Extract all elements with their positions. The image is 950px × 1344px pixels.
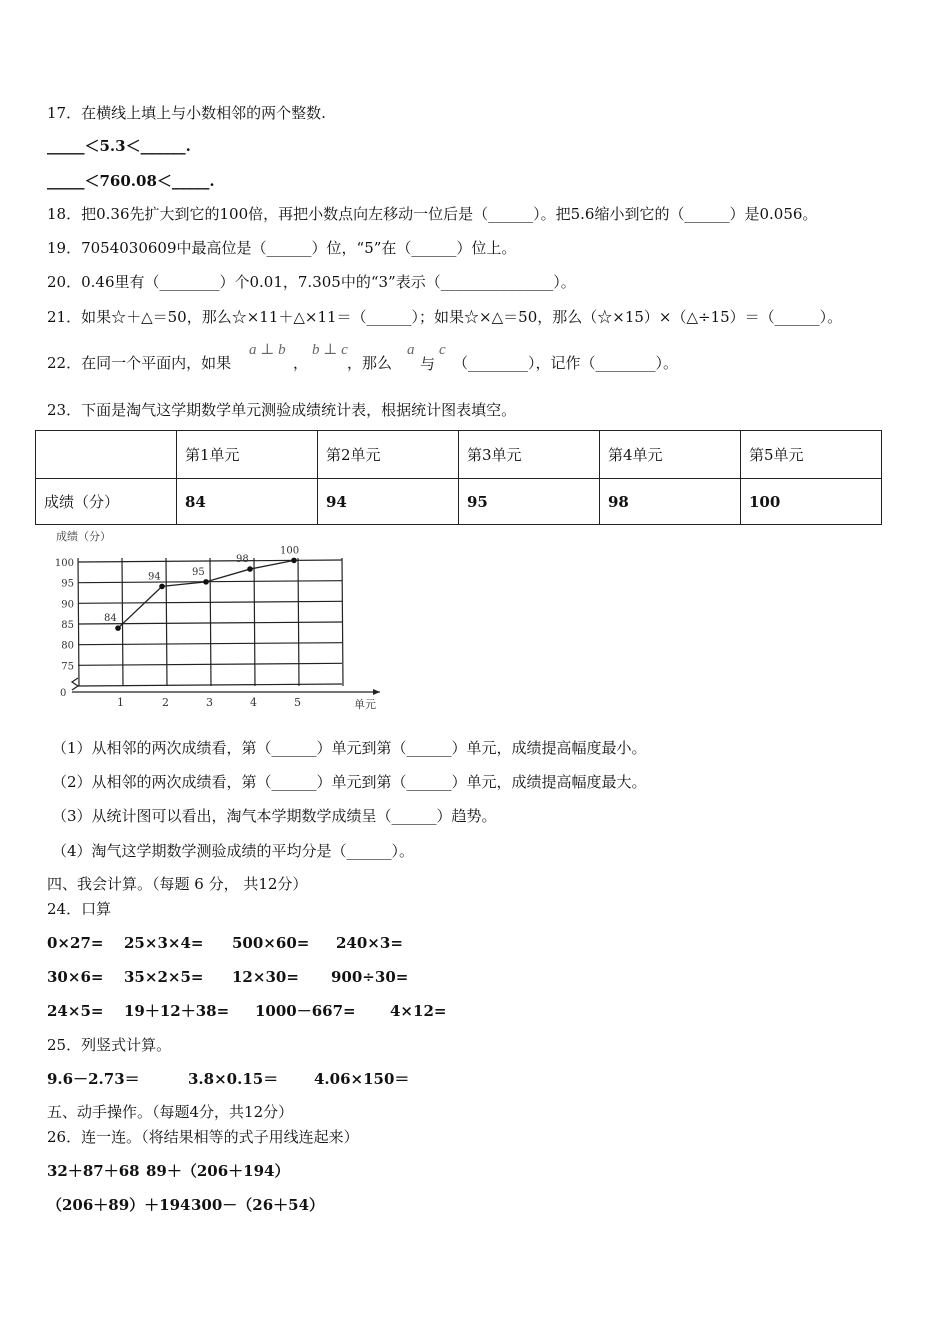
chart-gridline-v xyxy=(122,558,123,686)
score-cell: 94 xyxy=(318,479,459,525)
chart-y-tick-label: 100 xyxy=(54,558,74,569)
calc-item: 35×2×5= xyxy=(124,968,204,986)
chart-y-tick-label: 85 xyxy=(61,620,74,631)
chart-data-label: 95 xyxy=(192,566,205,578)
chart-gridline-h xyxy=(78,663,342,665)
chart-series-line xyxy=(118,560,294,628)
calc-item: 4×12= xyxy=(390,1002,447,1020)
chart-x-label: 单元 xyxy=(354,698,376,711)
q22-cond2: b ⊥ c xyxy=(312,342,348,358)
chart-data-label: 84 xyxy=(104,613,117,625)
q22-prefix: 22．在同一个平面内，如果 xyxy=(47,354,232,372)
q22-suffix: （________），记作（________）。 xyxy=(453,354,679,372)
match-item: 300－（26＋54） xyxy=(191,1196,325,1214)
score-cell: 95 xyxy=(459,479,600,525)
section4-title: 四、我会计算。（每题 6 分， 共12分） xyxy=(47,875,308,893)
chart-data-point xyxy=(115,625,121,631)
score-table-header-cell xyxy=(36,431,177,479)
chart-y-tick-label: 90 xyxy=(61,599,74,611)
q26-title: 26．连一连。（将结果相等的式子用线连起来） xyxy=(47,1128,359,1146)
chart-gridline-h xyxy=(78,643,342,645)
chart-gridline-v xyxy=(210,558,211,686)
chart-data-point xyxy=(291,558,297,564)
q21: 21．如果☆＋△＝50，那么☆×11＋△×11＝（______）；如果☆×△＝50，那么（☆×15）×（△÷15）＝（______）。 xyxy=(47,308,843,326)
score-line-chart xyxy=(38,524,398,716)
chart-y-tick-label: 75 xyxy=(61,661,74,673)
calc-item: 12×30= xyxy=(232,968,299,986)
vertical-calc-item: 3.8×0.15＝ xyxy=(188,1070,279,1088)
q22-sep: ， xyxy=(293,354,309,372)
calc-item: 30×6= xyxy=(47,968,104,986)
calc-item: 19＋12＋38= xyxy=(124,1002,230,1020)
q18: 18．把0.36先扩大到它的100倍，再把小数点向左移动一位后是（______）。把5.6缩小到它的（______）是0.056。 xyxy=(47,205,818,223)
chart-y-tick-label: 80 xyxy=(61,640,74,652)
q22-var-c: c xyxy=(439,342,446,358)
q23-sub2: （2）从相邻的两次成绩看，第（______）单元到第（______）单元，成绩提高幅度最大。 xyxy=(52,773,647,791)
chart-axis-break xyxy=(72,678,78,690)
q25-title: 25．列竖式计算。 xyxy=(47,1036,172,1054)
chart-origin-label: 0 xyxy=(60,688,67,699)
calc-item: 500×60= xyxy=(232,934,310,952)
calc-item: 900÷30= xyxy=(331,968,409,986)
score-table-header-cell: 第4单元 xyxy=(600,431,741,479)
chart-x-tick-label: 4 xyxy=(250,696,257,709)
chart-gridline-v xyxy=(298,558,299,686)
q22-mid: ，那么 xyxy=(347,354,393,372)
score-table-row xyxy=(36,479,882,525)
score-table-header-row xyxy=(36,431,882,479)
chart-data-label: 100 xyxy=(280,545,300,557)
q22 xyxy=(47,338,927,378)
chart-data-point xyxy=(203,579,209,585)
score-table-header-cell: 第5单元 xyxy=(741,431,882,479)
chart-gridline-v xyxy=(254,558,255,686)
match-item: （206＋89）＋194 xyxy=(47,1196,191,1214)
score-cell: 98 xyxy=(600,479,741,525)
q23-sub1: （1）从相邻的两次成绩看，第（______）单元到第（______）单元，成绩提高幅度最小。 xyxy=(52,739,647,757)
q19: 19．7054030609中最高位是（______）位，“5”在（______）位上。 xyxy=(47,239,517,257)
score-table-header-cell: 第2单元 xyxy=(318,431,459,479)
chart-data-point xyxy=(159,584,165,590)
vertical-calc-item: 9.6－2.73＝ xyxy=(47,1070,140,1088)
q22-cond1: a ⊥ b xyxy=(249,342,286,358)
score-table-header-cell: 第1单元 xyxy=(177,431,318,479)
chart-gridline-h xyxy=(78,684,342,686)
chart-title: 成绩（分） xyxy=(56,530,111,543)
score-row-label: 成绩（分） xyxy=(36,479,177,525)
q22-var-a: a xyxy=(407,342,415,358)
chart-gridline-v xyxy=(342,558,343,686)
q17-line1: _____＜5.3＜______. xyxy=(47,137,191,155)
q23-sub3: （3）从统计图可以看出，淘气本学期数学成绩呈（______）趋势。 xyxy=(52,807,497,825)
section5-title: 五、动手操作。（每题4分，共12分） xyxy=(47,1103,294,1121)
q23-title: 23．下面是淘气这学期数学单元测验成绩统计表，根据统计图表填空。 xyxy=(47,401,517,419)
score-cell: 84 xyxy=(177,479,318,525)
q22-with: 与 xyxy=(420,355,436,373)
calc-item: 1000－667= xyxy=(255,1002,356,1020)
chart-gridline-v xyxy=(78,558,79,686)
vertical-calc-item: 4.06×150＝ xyxy=(314,1070,410,1088)
score-table xyxy=(35,430,882,525)
calc-item: 24×5= xyxy=(47,1002,104,1020)
chart-y-tick-label: 95 xyxy=(61,578,74,590)
chart-gridline-v xyxy=(166,558,167,686)
q23-sub4: （4）淘气这学期数学测验成绩的平均分是（______）。 xyxy=(52,842,415,860)
calc-item: 25×3×4= xyxy=(124,934,204,952)
q17-line2: _____＜760.08＜_____. xyxy=(47,172,215,190)
score-cell: 100 xyxy=(741,479,882,525)
calc-item: 240×3= xyxy=(336,934,403,952)
chart-x-tick-label: 2 xyxy=(162,696,169,709)
match-item: 32＋87＋68 xyxy=(47,1162,140,1180)
chart-data-label: 98 xyxy=(236,554,249,566)
match-item: 89＋（206＋194） xyxy=(146,1162,290,1180)
chart-x-tick-label: 3 xyxy=(206,696,213,709)
q24-title: 24．口算 xyxy=(47,900,112,918)
chart-svg xyxy=(38,524,398,716)
chart-data-label: 94 xyxy=(148,571,161,583)
q20: 20．0.46里有（________）个0.01，7.305中的“3”表示（_______________）。 xyxy=(47,273,576,291)
chart-x-tick-label: 5 xyxy=(294,696,301,709)
chart-x-tick-label: 1 xyxy=(117,696,124,709)
calc-item: 0×27= xyxy=(47,934,104,952)
q17-title: 17．在横线上填上与小数相邻的两个整数. xyxy=(47,104,326,122)
chart-data-point xyxy=(247,566,253,572)
score-table-header-cell: 第3单元 xyxy=(459,431,600,479)
chart-x-axis-arrow xyxy=(373,689,380,695)
